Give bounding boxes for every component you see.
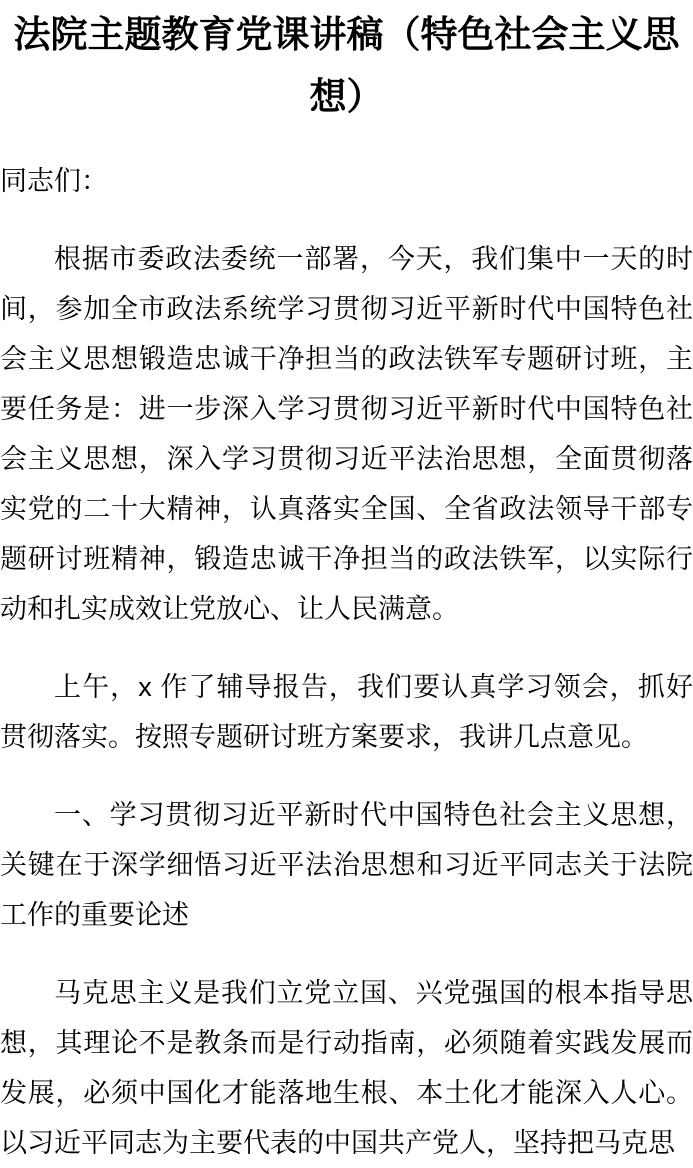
salutation-line: 同志们：	[0, 166, 108, 196]
document-page	[0, 4, 693, 1168]
section-heading-one: 一、学习贯彻习近平新时代中国特色社会主义思想，关键在于深学细悟习近平法治思想和习近平同志关于法院工作的重要论述	[0, 800, 693, 930]
paragraph-marxism: 马克思主义是我们立党立国、兴党强国的根本指导思想，其理论不是教条而是行动指南，必须随着实践发展而发展，必须中国化才能落地生根、本土化才能深入人心。以习近平同志为主要代表的中国共产党人，坚持把马克思	[0, 978, 693, 1158]
paragraph-morning-report: 上午，x 作了辅导报告，我们要认真学习领会，抓好贯彻落实。按照专题研讨班方案要求，我讲几点意见。	[0, 672, 693, 752]
paragraph-intro: 根据市委政法委统一部署，今天，我们集中一天的时间，参加全市政法系统学习贯彻习近平新时代中国特色社会主义思想锻造忠诚干净担当的政法铁军专题研讨班，主要任务是：进一步深入学习贯彻习近平新时代中国特色社会主义思想，深入学习贯彻习近平法治思想，全面贯彻落实党的二十大精神，认真落实全国、全省政法领导干部专题研讨班精神，锻造忠诚干净担当的政法铁军，以实际行动和扎实成效让党放心、让人民满意。	[0, 244, 693, 624]
document-title: 法院主题教育党课讲稿（特色社会主义思想）	[13, 14, 680, 117]
